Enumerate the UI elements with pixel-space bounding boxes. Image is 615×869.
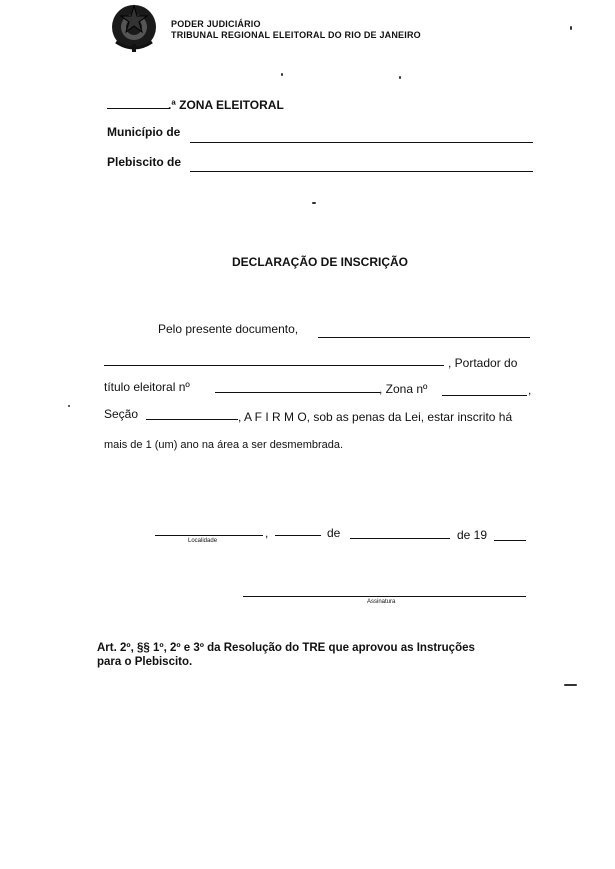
zona-eleitoral-label: .ª ZONA ELEITORAL — [168, 98, 284, 112]
coat-of-arms-seal — [108, 2, 160, 54]
header-line-1: PODER JUDICIÁRIO — [171, 19, 261, 29]
municipio-label: Município de — [107, 125, 181, 139]
titulo-text: título eleitoral nº — [104, 380, 190, 394]
page-title: DECLARAÇÃO DE INSCRIÇÃO — [232, 255, 409, 269]
localidade-caption: Localidade — [188, 538, 218, 544]
zona-number-blank[interactable] — [107, 108, 170, 109]
localidade-blank[interactable] — [155, 535, 263, 536]
year-blank[interactable] — [494, 540, 526, 541]
afirmo-text: , A F I R M O, sob as penas da Lei, estar inscrito há — [238, 410, 513, 424]
scan-speck — [564, 684, 577, 686]
secao-text: Seção — [104, 407, 139, 421]
scan-speck — [570, 26, 572, 30]
de-text: de — [327, 526, 341, 540]
month-blank[interactable] — [350, 538, 450, 539]
scan-speck — [312, 202, 316, 204]
day-blank[interactable] — [275, 535, 321, 536]
municipio-blank[interactable] — [190, 142, 533, 143]
footer-line-2: para o Plebiscito. — [97, 656, 193, 668]
date-comma: , — [265, 526, 269, 540]
footer-line-1: Art. 2º, §§ 1º, 2º e 3º da Resolução do TRE que aprovou as Instruções — [97, 642, 475, 654]
name-blank-2[interactable] — [104, 365, 444, 366]
intro-text: Pelo presente documento, — [158, 322, 299, 336]
name-blank-1[interactable] — [318, 337, 530, 338]
year-prefix: de 19 — [457, 528, 488, 542]
plebiscito-blank[interactable] — [190, 171, 533, 172]
final-text: mais de 1 (um) ano na área a ser desmembrada. — [104, 439, 344, 451]
titulo-number-blank[interactable] — [215, 392, 380, 393]
zona-comma: , — [528, 383, 532, 397]
scan-speck — [68, 405, 70, 407]
secao-blank[interactable] — [146, 419, 238, 420]
scan-speck — [399, 76, 401, 79]
portador-text: , Portador do — [448, 356, 518, 370]
signature-line[interactable] — [243, 596, 526, 597]
plebiscito-label: Plebiscito de — [107, 155, 182, 169]
zona-number-field[interactable] — [442, 395, 527, 396]
scan-speck — [281, 73, 283, 76]
header-line-2: TRIBUNAL REGIONAL ELEITORAL DO RIO DE JANEIRO — [171, 30, 421, 40]
signature-caption: Assinatura — [367, 599, 396, 605]
zona-text: , Zona nº — [379, 382, 428, 396]
